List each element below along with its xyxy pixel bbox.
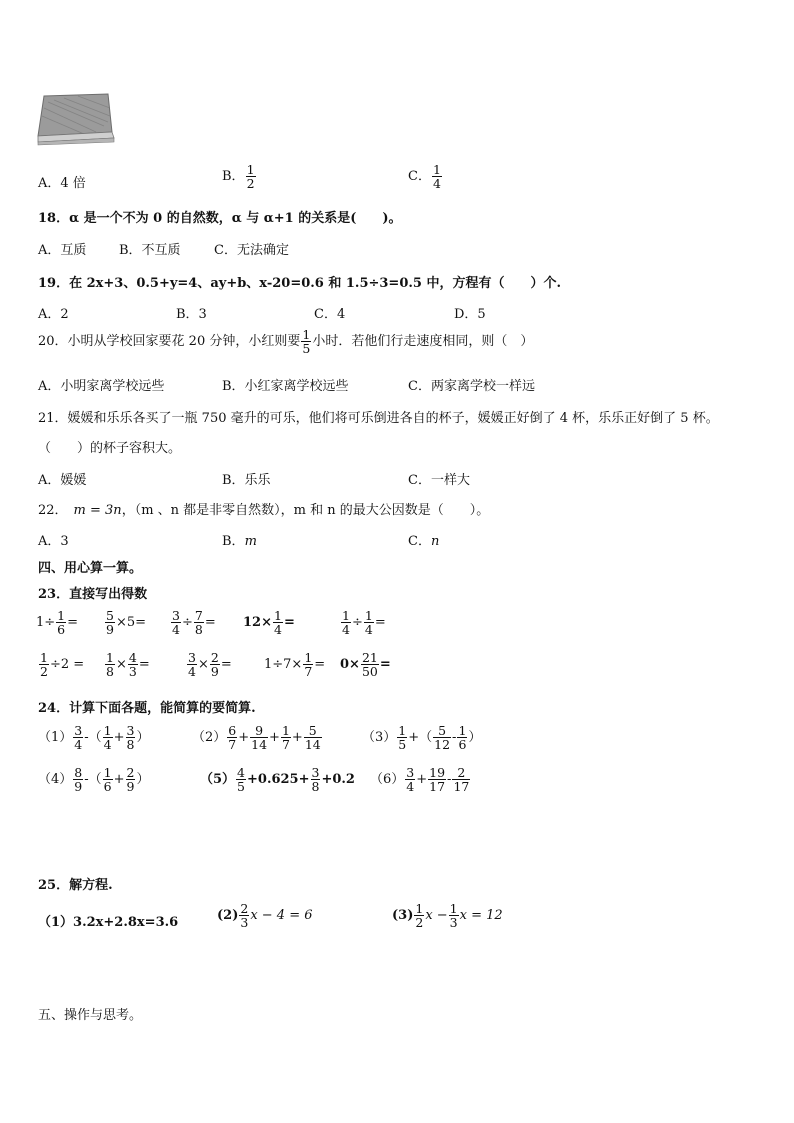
q20-option-a[interactable]: A．小明家离学校远些 — [38, 379, 165, 394]
q24-problem-4 — [38, 766, 149, 793]
fraction — [405, 766, 415, 793]
denominator: 7 — [228, 737, 237, 753]
fraction — [227, 724, 237, 751]
denominator: 6 — [458, 737, 467, 753]
q24-problem-3 — [362, 724, 481, 751]
denominator: 14 — [251, 737, 268, 753]
option-label: C． — [408, 534, 431, 549]
fraction — [414, 902, 424, 929]
fraction — [73, 724, 83, 751]
fraction — [187, 651, 197, 678]
expr-text: = — [374, 615, 386, 631]
q17-option-c[interactable] — [408, 163, 443, 190]
numerator: 1 — [103, 765, 112, 780]
denominator: 4 — [273, 622, 282, 638]
numerator: 3 — [311, 765, 320, 780]
fraction — [432, 163, 442, 190]
fraction — [301, 328, 311, 355]
numerator: 9 — [255, 723, 264, 738]
expr-text: ） — [136, 730, 150, 746]
q22-equation: m = 3n — [73, 503, 122, 518]
option-label: B． — [222, 534, 245, 549]
fraction — [364, 609, 374, 636]
numerator: 3 — [188, 650, 196, 665]
numerator: 3 — [74, 723, 83, 738]
q23-stem: 23．直接写出得数 — [38, 587, 148, 602]
denominator: 3 — [128, 664, 137, 680]
section-5-heading: 五、操作与思考。 — [38, 1008, 143, 1023]
expr-text: = — [138, 657, 150, 673]
numerator: 4 — [237, 765, 245, 780]
q23-item-7 — [104, 651, 150, 678]
q23-item-10 — [340, 651, 391, 678]
problem-label: （1） — [38, 730, 73, 746]
fraction — [56, 609, 66, 636]
expr-text: ÷ — [351, 615, 363, 631]
fraction — [126, 724, 136, 751]
expr-text: ） — [468, 730, 482, 746]
expr-text: ÷ — [181, 615, 193, 631]
q24-problem-6 — [370, 766, 471, 793]
q19-option-a[interactable]: A．2 — [38, 307, 69, 322]
q20-option-c[interactable]: C．两家离学校一样远 — [408, 379, 535, 394]
expr-text: -（ — [84, 772, 102, 788]
denominator: 9 — [126, 779, 135, 795]
numerator: 2 — [240, 901, 249, 916]
expr-text: x − — [425, 908, 448, 924]
section-4-heading: 四、用心算一算。 — [38, 561, 143, 576]
fraction — [236, 766, 246, 793]
fraction — [433, 724, 451, 751]
book-stack-icon — [34, 92, 118, 146]
denominator: 6 — [103, 779, 112, 795]
denominator: 9 — [74, 779, 83, 795]
denominator: 8 — [106, 664, 114, 680]
fraction — [304, 724, 322, 751]
expr-text: = — [220, 657, 232, 673]
numerator: 2 — [457, 765, 466, 780]
fraction — [311, 766, 321, 793]
expr-text: ÷2 = — [49, 657, 85, 673]
fraction — [250, 724, 268, 751]
denominator: 3 — [240, 915, 249, 931]
denominator: 8 — [126, 737, 135, 753]
numerator: 2 — [126, 765, 135, 780]
numerator: 5 — [308, 723, 317, 738]
expr-text: + — [238, 730, 250, 746]
expr-text: × — [197, 657, 209, 673]
q23-item-4 — [243, 609, 295, 636]
q21-option-c[interactable]: C．一样大 — [408, 473, 470, 488]
numerator: 1 — [432, 162, 441, 177]
fraction — [428, 766, 446, 793]
q21-option-a[interactable]: A．媛媛 — [38, 473, 87, 488]
numerator: 1 — [273, 608, 282, 623]
expr-text: +0.2 — [321, 772, 355, 788]
expr-text: = — [314, 657, 326, 673]
expr-text: = — [67, 615, 79, 631]
q25-equation-2 — [217, 902, 313, 929]
problem-label: （6） — [370, 772, 405, 788]
expr-text: 1÷7× — [264, 657, 303, 673]
numerator: 1 — [57, 608, 66, 623]
denominator: 2 — [246, 176, 255, 192]
fraction — [105, 651, 115, 678]
q18-option-a[interactable]: A．互质 — [38, 243, 87, 258]
q18-stem: 18．α 是一个不为 0 的自然数，α 与 α+1 的关系是( )。 — [38, 211, 402, 226]
q24-problem-1 — [38, 724, 149, 751]
q23-item-9 — [264, 651, 325, 678]
expr-text: x = 12 — [459, 908, 503, 924]
denominator: 17 — [453, 779, 470, 795]
numerator: 1 — [106, 650, 114, 665]
q24-problem-2 — [192, 724, 323, 751]
denominator: 4 — [364, 622, 373, 638]
fraction — [341, 609, 351, 636]
expr-text: + — [113, 730, 125, 746]
denominator: 12 — [434, 737, 451, 753]
numerator: 5 — [438, 723, 447, 738]
fraction — [128, 651, 138, 678]
fraction — [73, 766, 83, 793]
expr-text: = — [379, 657, 391, 673]
denominator: 9 — [210, 664, 219, 680]
q19-stem: 19．在 2x+3、0.5+y=4、ay+b、x-20=0.6 和 1.5÷3=0.5 中，方程有（ ）个. — [38, 276, 561, 291]
denominator: 7 — [281, 737, 290, 753]
q22-option-a[interactable]: A．3 — [38, 534, 69, 549]
fraction — [194, 609, 204, 636]
q20-option-b[interactable]: B．小红家离学校远些 — [222, 379, 349, 394]
denominator: 5 — [237, 779, 245, 795]
q23-item-8 — [186, 651, 232, 678]
expr-text: 12× — [243, 615, 272, 631]
fraction — [39, 651, 49, 678]
numerator: 1 — [40, 650, 48, 665]
expr-text: + — [269, 730, 280, 746]
fraction — [303, 651, 313, 678]
q20-stem — [38, 328, 533, 355]
numerator: 1 — [302, 327, 311, 342]
denominator: 50 — [361, 664, 378, 680]
numerator: 21 — [361, 650, 378, 665]
numerator: 1 — [304, 650, 313, 665]
denominator: 4 — [342, 622, 350, 638]
expr-text: + — [113, 772, 125, 788]
denominator: 2 — [40, 664, 48, 680]
q22-stem — [38, 499, 489, 518]
denominator: 5 — [398, 737, 407, 753]
numerator: 1 — [364, 608, 373, 623]
denominator: 5 — [302, 341, 311, 357]
q25-equation-1: （1）3.2x+2.8x=3.6 — [38, 915, 179, 930]
q23-item-1 — [36, 609, 78, 636]
fraction — [397, 724, 407, 751]
expr-text: +0.625+ — [247, 772, 310, 788]
numerator: 1 — [342, 608, 350, 623]
numerator: 7 — [194, 608, 203, 623]
problem-label: （2） — [192, 730, 227, 746]
fraction — [361, 651, 379, 678]
expr-text: + — [291, 730, 303, 746]
q25-stem: 25．解方程. — [38, 878, 113, 893]
fraction — [452, 766, 470, 793]
fraction — [171, 609, 181, 636]
expr-text: - — [447, 772, 452, 788]
denominator: 6 — [57, 622, 66, 638]
fraction — [103, 724, 113, 751]
numerator: 3 — [172, 608, 180, 623]
q17-option-a[interactable]: A．4 倍 — [38, 176, 86, 191]
fraction — [239, 902, 249, 929]
numerator: 19 — [429, 765, 446, 780]
numerator: 1 — [281, 723, 290, 738]
option-var: n — [430, 534, 440, 549]
q23-item-5 — [340, 609, 386, 636]
problem-label: (2) — [217, 908, 239, 924]
denominator: 4 — [74, 737, 83, 753]
expr-text: - — [452, 730, 457, 746]
q23-item-6 — [38, 651, 84, 678]
q25-equation-3 — [392, 902, 503, 929]
fraction — [273, 609, 283, 636]
fraction — [105, 609, 115, 636]
expr-text: ） — [136, 772, 150, 788]
q22-stem-rest: ，（m 、n 都是非零自然数），m 和 n 的最大公因数是（ ）。 — [121, 503, 490, 518]
q20-stem-post: 小时．若他们行走速度相同，则（ ） — [312, 334, 534, 350]
q18-option-b[interactable]: B．不互质 — [119, 243, 181, 258]
expr-text: x − 4 = 6 — [250, 908, 313, 924]
numerator: 1 — [398, 723, 407, 738]
numerator: 1 — [458, 723, 467, 738]
numerator: 6 — [228, 723, 237, 738]
denominator: 8 — [311, 779, 320, 795]
numerator: 3 — [126, 723, 135, 738]
denominator: 3 — [449, 915, 458, 931]
expr-text: = — [283, 615, 295, 631]
numerator: 3 — [406, 765, 415, 780]
q22-number: 22． — [38, 503, 68, 518]
fraction — [281, 724, 291, 751]
fraction — [449, 902, 459, 929]
numerator: 4 — [128, 650, 137, 665]
q21-option-b[interactable]: B．乐乐 — [222, 473, 271, 488]
problem-label: （3） — [362, 730, 397, 746]
option-label: C． — [408, 169, 431, 185]
option-label: B． — [222, 169, 245, 185]
expr-text: = — [204, 615, 216, 631]
denominator: 17 — [429, 779, 446, 795]
expr-text: 0× — [340, 657, 360, 673]
option-var: m — [244, 534, 257, 549]
q21-stem-line2: （ ）的杯子容积大。 — [38, 441, 182, 456]
numerator: 8 — [74, 765, 83, 780]
fraction — [457, 724, 467, 751]
fraction — [126, 766, 136, 793]
q18-option-c[interactable]: C．无法确定 — [214, 243, 289, 258]
expr-text: +（ — [408, 730, 433, 746]
denominator: 8 — [194, 622, 203, 638]
denominator: 14 — [304, 737, 321, 753]
denominator: 9 — [106, 622, 114, 638]
q23-item-3 — [170, 609, 216, 636]
q19-option-c[interactable]: C．4 — [314, 307, 346, 322]
q24-stem: 24．计算下面各题，能简算的要简算. — [38, 701, 256, 716]
problem-label: （5） — [200, 772, 236, 788]
denominator: 4 — [172, 622, 180, 638]
expr-text: -（ — [84, 730, 102, 746]
fraction — [103, 766, 113, 793]
q20-stem-pre: 20．小明从学校回家要花 20 分钟，小红则要 — [38, 334, 301, 350]
numerator: 1 — [246, 162, 255, 177]
q23-item-2 — [104, 609, 146, 636]
expr-text: ×5= — [115, 615, 147, 631]
numerator: 1 — [449, 901, 458, 916]
denominator: 4 — [406, 779, 415, 795]
numerator: 5 — [106, 608, 114, 623]
denominator: 4 — [103, 737, 112, 753]
denominator: 4 — [188, 664, 196, 680]
q17-option-b[interactable] — [222, 163, 257, 190]
denominator: 2 — [415, 915, 424, 931]
fraction — [210, 651, 220, 678]
numerator: 1 — [415, 901, 424, 916]
q21-stem-line1: 21．媛媛和乐乐各买了一瓶 750 毫升的可乐，他们将可乐倒进各自的杯子，媛媛正好倒了 4 杯，乐乐正好倒了 5 杯。 — [38, 411, 719, 426]
expr-text: + — [416, 772, 428, 788]
q22-option-b[interactable] — [222, 530, 257, 549]
q19-option-d[interactable]: D．5 — [454, 307, 486, 322]
denominator: 7 — [304, 664, 313, 680]
problem-label: (3) — [392, 908, 414, 924]
q19-option-b[interactable]: B．3 — [176, 307, 207, 322]
expr-text: × — [115, 657, 127, 673]
problem-label: （4） — [38, 772, 73, 788]
denominator: 4 — [432, 176, 441, 192]
expr-text: 1÷ — [36, 615, 56, 631]
q22-option-c[interactable] — [408, 530, 439, 549]
numerator: 1 — [103, 723, 112, 738]
fraction — [246, 163, 256, 190]
q24-problem-5 — [200, 766, 355, 793]
numerator: 2 — [210, 650, 219, 665]
